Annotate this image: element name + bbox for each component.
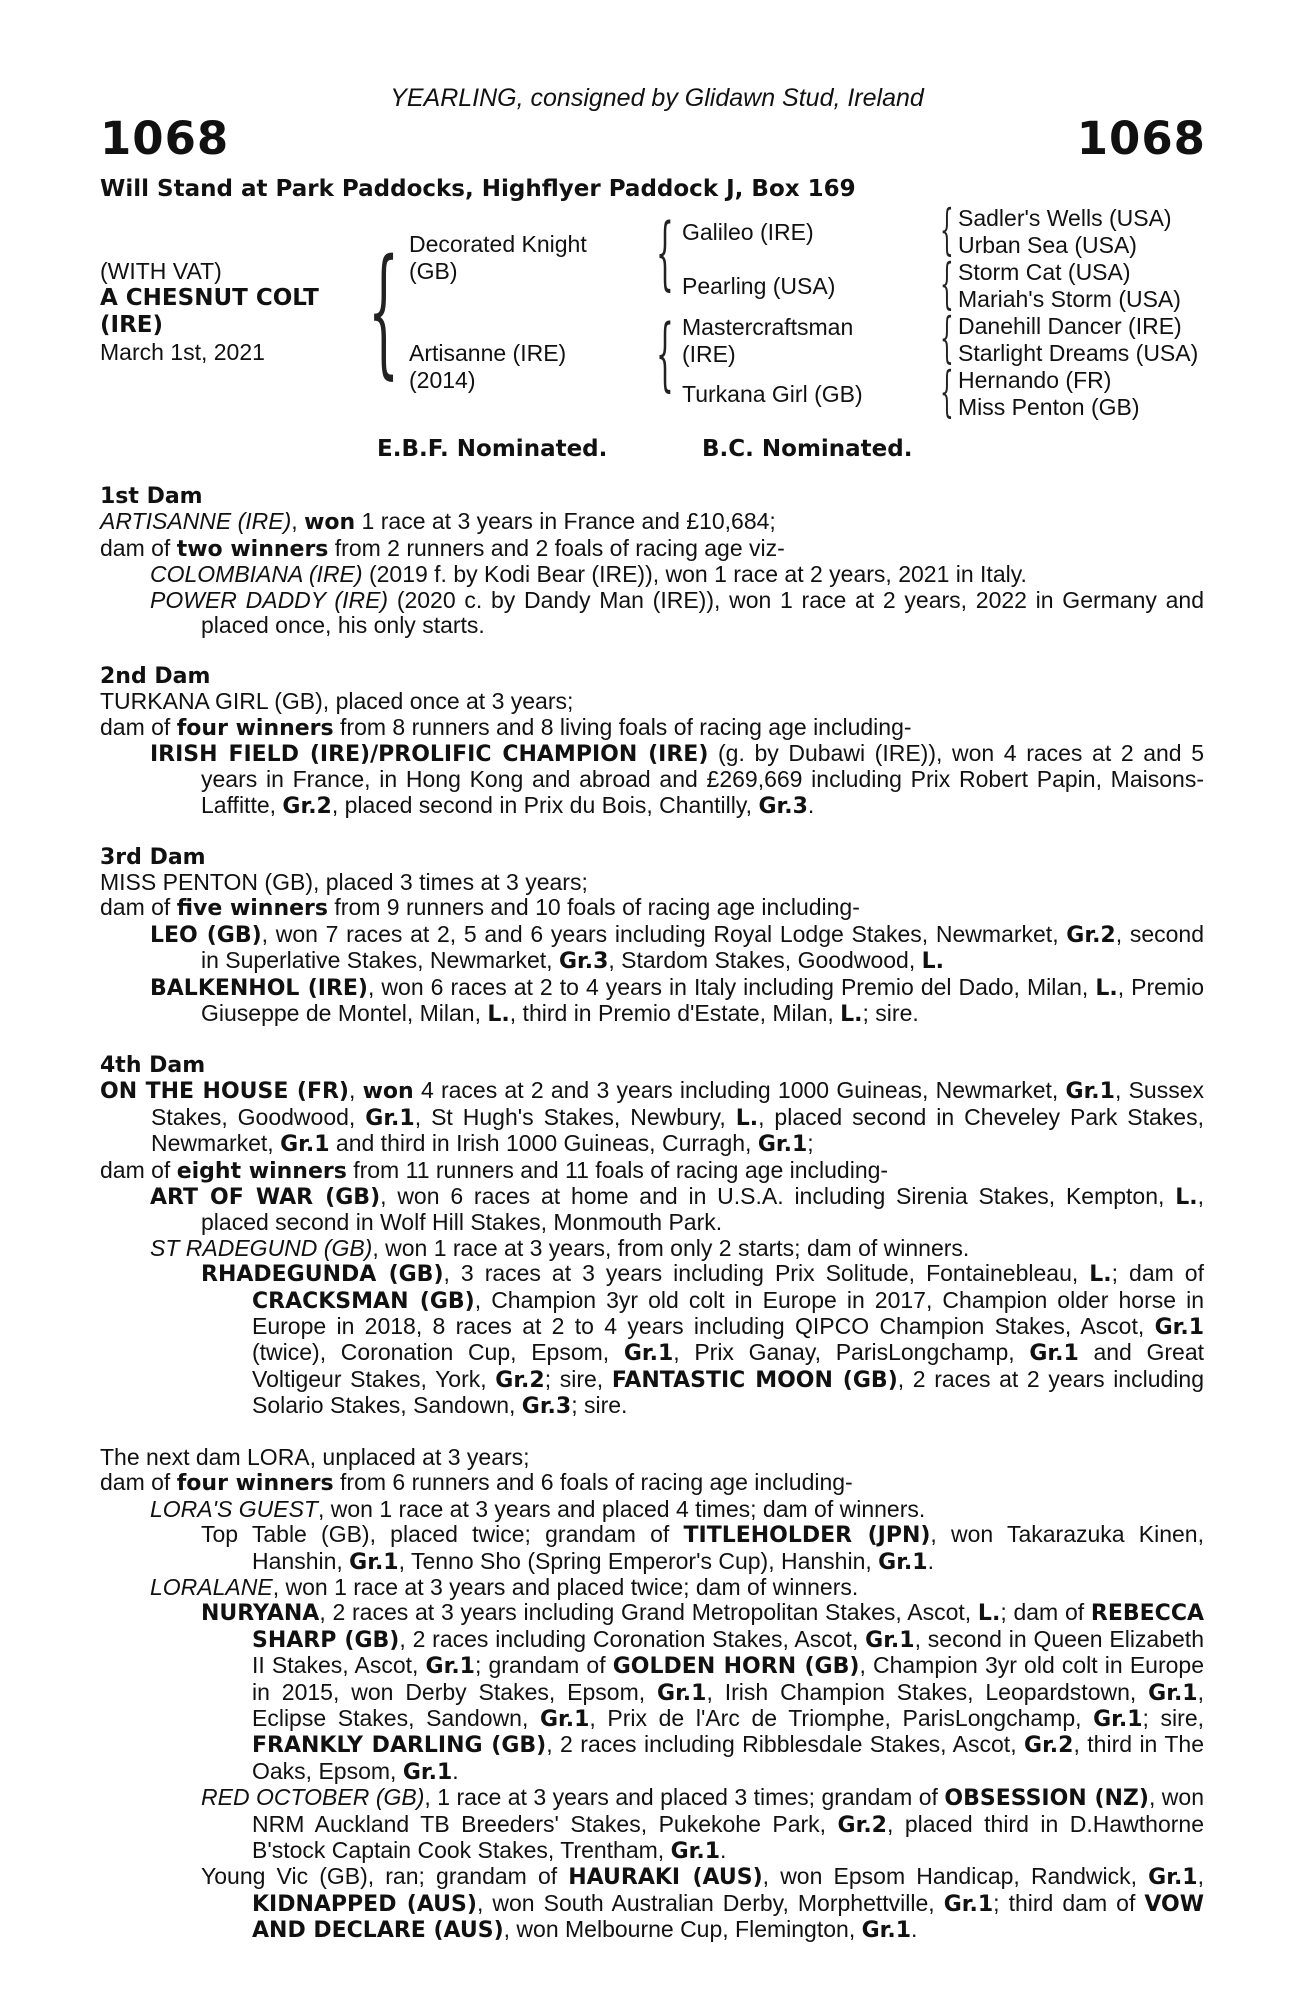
dam-entry: ARTISANNE (IRE), won 1 race at 3 years in France and £10,684;	[100, 508, 776, 536]
lot-number-right: 1068	[1076, 112, 1206, 165]
dam-sire	[682, 314, 853, 368]
sire-dam: Pearling (USA)	[682, 273, 836, 299]
section-heading: 1st Dam	[100, 484, 203, 509]
produce-entry: IRISH FIELD (IRE)/PROLIFIC CHAMPION (IRE) (g. by Dubawi (IRE)), won 4 races at 2 and 5 years in France, in Hong Kong and abroad and £269,669 including Prix Robert Papin, Maisons-Laffitte, Gr.2, placed second in Prix du Bois, Chantilly, Gr.3.	[150, 740, 1205, 819]
section-heading: 3rd Dam	[100, 844, 206, 870]
produce-entry: BALKENHOL (IRE), won 6 races at 2 to 4 years in Italy including Premio del Dado, Milan, L., Premio Giuseppe de Montel, Milan, L., third in Premio d'Estate, Milan, L.; sire.	[150, 973, 1204, 1028]
produce-entry: LEO (GB), won 7 races at 2, 5 and 6 years including Royal Lodge Stakes, Newmarket, Gr.2, second in Superlative Stakes, Newmarket, Gr.3, Stardom Stakes, Goodwood, L.	[150, 920, 1204, 975]
grandparents	[958, 205, 1198, 421]
dam-brace: {	[656, 307, 674, 400]
produce-entry: COLOMBIANA (IRE) (2019 f. by Kodi Bear (IRE)), won 1 race at 2 years, 2021 in Italy.	[150, 561, 1027, 588]
sire-origin: (GB)	[409, 258, 458, 284]
dam-entry: MISS PENTON (GB), placed 3 times at 3 years;	[100, 869, 588, 896]
g-miss-penton: Miss Penton (GB)	[958, 394, 1140, 420]
dam-produce: dam of four winners from 6 runners and 6 foals of racing age including-	[100, 1469, 853, 1497]
consignment-line: YEARLING, consigned by Glidawn Stud, Ireland	[390, 84, 924, 112]
g-sadlers-wells: Sadler's Wells (USA)	[958, 205, 1172, 231]
produce-entry: POWER DADDY (IRE) (2020 c. by Dandy Man (IRE)), won 1 race at 2 years, 2022 in Germany and placed once, his only starts.	[150, 586, 1204, 639]
foaling-date: March 1st, 2021	[100, 339, 265, 365]
dam-produce: dam of five winners from 9 runners and 10 foals of racing age including-	[100, 894, 860, 922]
horse-origin: (IRE)	[100, 312, 164, 338]
dam-dam: Turkana Girl (GB)	[682, 381, 863, 407]
stand-location: Will Stand at Park Paddocks, Highflyer Paddock J, Box 169	[100, 176, 856, 202]
ebf-nominated: E.B.F. Nominated.	[377, 436, 608, 462]
bc-nominated: B.C. Nominated.	[702, 436, 913, 462]
produce-entry: RED OCTOBER (GB), 1 race at 3 years and placed 3 times; grandam of OBSESSION (NZ), won NRM Auckland TB Breeders' Stakes, Pukekohe Park, Gr.2, placed third in D.Hawthorne B'stock Captain Cook Stakes, Trentham, Gr.1.	[201, 1784, 1204, 1865]
catalogue-body	[100, 484, 1204, 1944]
g-brace-3: {	[940, 306, 954, 369]
lot-number-left: 1068	[100, 112, 230, 165]
produce-entry: LORA'S GUEST, won 1 race at 3 years and placed 4 times; dam of winners.	[150, 1495, 926, 1522]
dam-produce: dam of two winners from 2 runners and 2 foals of racing age viz-	[100, 534, 785, 562]
produce-entry: ST RADEGUND (GB), won 1 race at 3 years, from only 2 starts; dam of winners.	[150, 1234, 970, 1261]
produce-entry: Young Vic (GB), ran; grandam of HAURAKI (AUS), won Epsom Handicap, Randwick, Gr.1, KIDNAPPED (AUS), won South Australian Derby, Morphettville, Gr.1; third dam of VOW AND DECLARE (AUS), won Melbourne Cup, Flemington, Gr.1.	[201, 1863, 1204, 1944]
section-heading: 4th Dam	[100, 1052, 206, 1078]
produce-entry: Top Table (GB), placed twice; grandam of TITLEHOLDER (JPN), won Takarazuka Kinen, Hanshin, Gr.1, Tenno Sho (Spring Emperor's Cup), Hanshin, Gr.1.	[201, 1521, 1204, 1575]
sire-brace: {	[656, 206, 674, 299]
produce-entry: RHADEGUNDA (GB), 3 races at 3 years including Prix Solitude, Fontainebleau, L.; dam of CRACKSMAN (GB), Champion 3yr old colt in Europe in 2017, Champion older horse in Europe in 2018, 8 races at 2 to 4 years including QIPCO Champion Stakes, Ascot, Gr.1 (twice), Coronation Cup, Epsom, Gr.1, Prix Ganay, ParisLongchamp, Gr.1 and Great Voltigeur Stakes, York, Gr.2; sire, FANTASTIC MOON (GB), 2 races at 2 years including Solario Stakes, Sandown, Gr.3; sire.	[201, 1260, 1204, 1420]
produce-entry: ART OF WAR (GB), won 6 races at home and in U.S.A. including Sirenia Stakes, Kempton, L., placed second in Wolf Hill Stakes, Monmouth Park.	[150, 1182, 1204, 1236]
next-dam-entry: The next dam LORA, unplaced at 3 years;	[100, 1443, 530, 1470]
pedigree-brace: {	[368, 230, 400, 393]
dam-sire-name: Mastercraftsman	[682, 314, 854, 340]
dam-entry: ON THE HOUSE (FR), won 4 races at 2 and 3 years including 1000 Guineas, Newmarket, Gr.1, Sussex Stakes, Goodwood, Gr.1, St Hugh's Stakes, Newbury, L., placed second in Cheveley Park Stakes, Newmarket, Gr.1 and third in Irish 1000 Guineas, Curragh, Gr.1;	[100, 1077, 1205, 1158]
dam-sire-origin: (IRE)	[682, 341, 736, 367]
dam-produce: dam of four winners from 8 runners and 8 living foals of racing age including-	[100, 713, 912, 741]
dam-name: Artisanne (IRE)	[409, 340, 567, 366]
produce-entry: LORALANE, won 1 race at 3 years and placed twice; dam of winners.	[150, 1574, 859, 1600]
section-heading: 2nd Dam	[100, 663, 211, 689]
vat-note: (WITH VAT)	[100, 258, 222, 284]
sire-name: Decorated Knight	[409, 231, 587, 257]
g-danehill-dancer: Danehill Dancer (IRE)	[958, 313, 1182, 339]
g-urban-sea: Urban Sea (USA)	[958, 232, 1137, 258]
sire	[409, 231, 587, 285]
dam-year: (2014)	[409, 367, 476, 393]
sire-sire: Galileo (IRE)	[682, 219, 814, 245]
dam-entry: TURKANA GIRL (GB), placed once at 3 years;	[100, 688, 574, 715]
g-hernando: Hernando (FR)	[958, 367, 1112, 393]
horse-name: A CHESNUT COLT	[100, 285, 319, 311]
g-mariahs-storm: Mariah's Storm (USA)	[958, 286, 1181, 312]
dam	[409, 340, 566, 394]
dam-produce: dam of eight winners from 11 runners and 11 foals of racing age including-	[100, 1156, 889, 1184]
g-brace-2: {	[940, 252, 954, 315]
g-brace-4: {	[940, 360, 954, 423]
g-storm-cat: Storm Cat (USA)	[958, 259, 1131, 285]
subject-block	[100, 258, 319, 366]
g-brace-1: {	[940, 198, 954, 261]
produce-entry: NURYANA, 2 races at 3 years including Grand Metropolitan Stakes, Ascot, L.; dam of REBECCA SHARP (GB), 2 races including Coronation Stakes, Ascot, Gr.1, second in Queen Elizabeth II Stakes, Ascot, Gr.1; grandam of GOLDEN HORN (GB), Champion 3yr old colt in Europe in 2015, won Derby Stakes, Epsom, Gr.1, Irish Champion Stakes, Leopardstown, Gr.1, Eclipse Stakes, Sandown, Gr.1, Prix de l'Arc de Triomphe, ParisLongchamp, Gr.1; sire, FRANKLY DARLING (GB), 2 races including Ribblesdale Stakes, Ascot, Gr.2, third in The Oaks, Epsom, Gr.1.	[201, 1599, 1205, 1785]
g-starlight-dreams: Starlight Dreams (USA)	[958, 340, 1199, 366]
